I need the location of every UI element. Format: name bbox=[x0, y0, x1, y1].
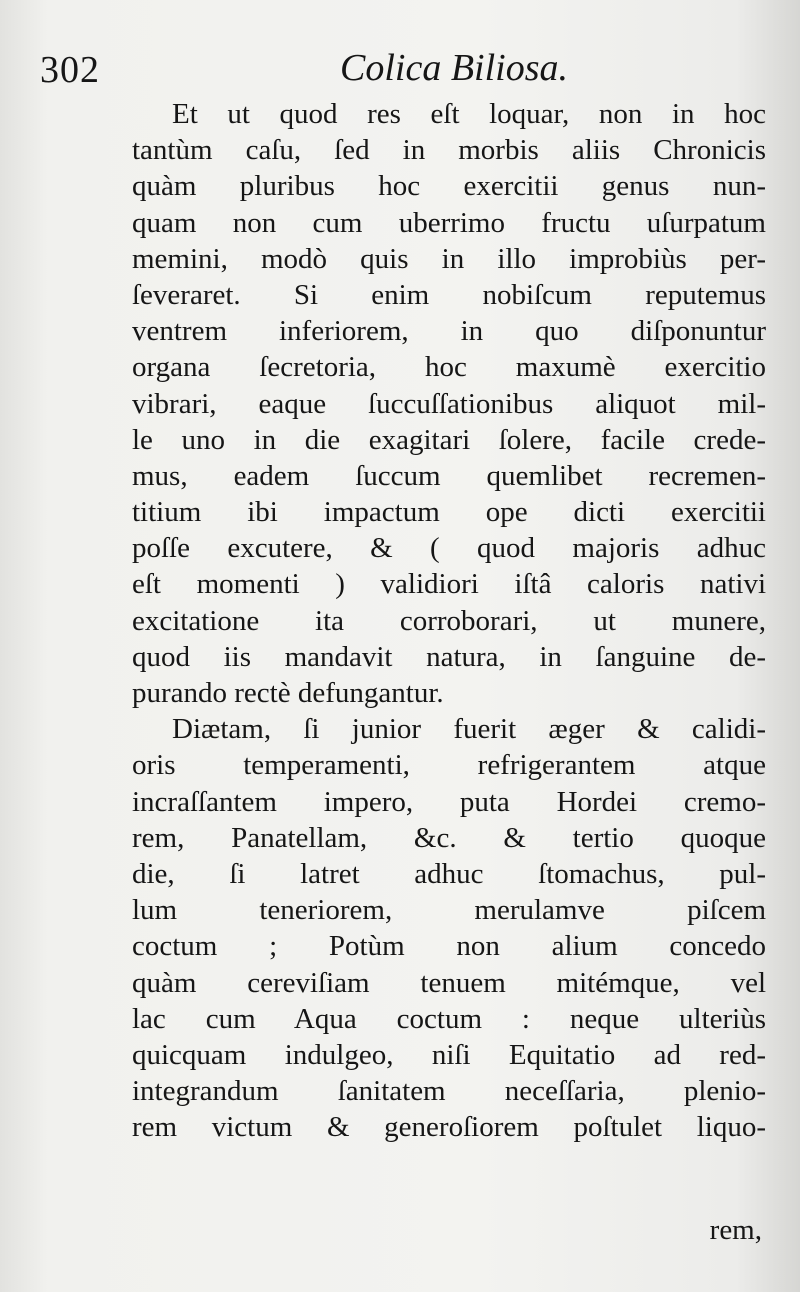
text-line: tantùm caſu, ſed in morbis aliis Chronicis bbox=[132, 134, 766, 167]
text-line: poſſe excutere, & ( quod majoris adhuc bbox=[132, 532, 766, 565]
text-line: rem, Panatellam, &c. & tertio quoque bbox=[132, 821, 766, 854]
body-text bbox=[132, 96, 766, 1145]
text-line: rem victum & generoſiorem poſtulet liquo- bbox=[132, 1111, 766, 1144]
text-line: Diætam, ſi junior fuerit æger & calidi- bbox=[172, 713, 766, 746]
text-line: lac cum Aqua coctum : neque ulteriùs bbox=[132, 1002, 766, 1035]
text-line: coctum ; Potùm non alium concedo bbox=[132, 930, 766, 963]
text-line: quod iis mandavit natura, in ſanguine de- bbox=[132, 640, 766, 673]
text-line: Et ut quod res eſt loquar, non in hoc bbox=[172, 98, 766, 130]
text-line: excitatione ita corroborari, ut munere, bbox=[132, 604, 766, 637]
text-line: quàm cereviſiam tenuem mitémque, vel bbox=[132, 966, 766, 999]
text-line: incraſſantem impero, puta Hordei cremo- bbox=[132, 785, 766, 818]
text-line: vibrari, eaque ſuccuſſationibus aliquot mil- bbox=[132, 387, 766, 420]
page-number: 302 bbox=[40, 49, 100, 91]
running-head: Colica Biliosa. bbox=[340, 47, 568, 89]
text-line: ventrem inferiorem, in quo diſponuntur bbox=[132, 315, 766, 348]
catchword: rem, bbox=[709, 1214, 762, 1246]
text-line: oris temperamenti, refrigerantem atque bbox=[132, 749, 766, 782]
text-line: quàm pluribus hoc exercitii genus nun- bbox=[132, 170, 766, 203]
text-line: purando rectè defungantur. bbox=[132, 677, 444, 709]
text-line: quam non cum uberrimo fructu uſurpatum bbox=[132, 206, 766, 239]
text-line: integrandum ſanitatem neceſſaria, plenio- bbox=[132, 1075, 766, 1108]
text-line: le uno in die exagitari ſolere, facile crede- bbox=[132, 423, 766, 456]
text-line: memini, modò quis in illo improbiùs per- bbox=[132, 242, 766, 275]
text-line: mus, eadem ſuccum quemlibet recremen- bbox=[132, 459, 766, 492]
text-line: organa ſecretoria, hoc maxumè exercitio bbox=[132, 351, 766, 384]
text-line: eſt momenti ) validiori iſtâ caloris nativi bbox=[132, 568, 766, 601]
text-line: ſeveraret. Si enim nobiſcum reputemus bbox=[132, 278, 766, 311]
text-line: quicquam indulgeo, niſi Equitatio ad red- bbox=[132, 1038, 766, 1071]
text-line: titium ibi impactum ope dicti exercitii bbox=[132, 496, 766, 529]
text-line: lum teneriorem, merulamve piſcem bbox=[132, 894, 766, 927]
text-line: die, ſi latret adhuc ſtomachus, pul- bbox=[132, 857, 766, 890]
